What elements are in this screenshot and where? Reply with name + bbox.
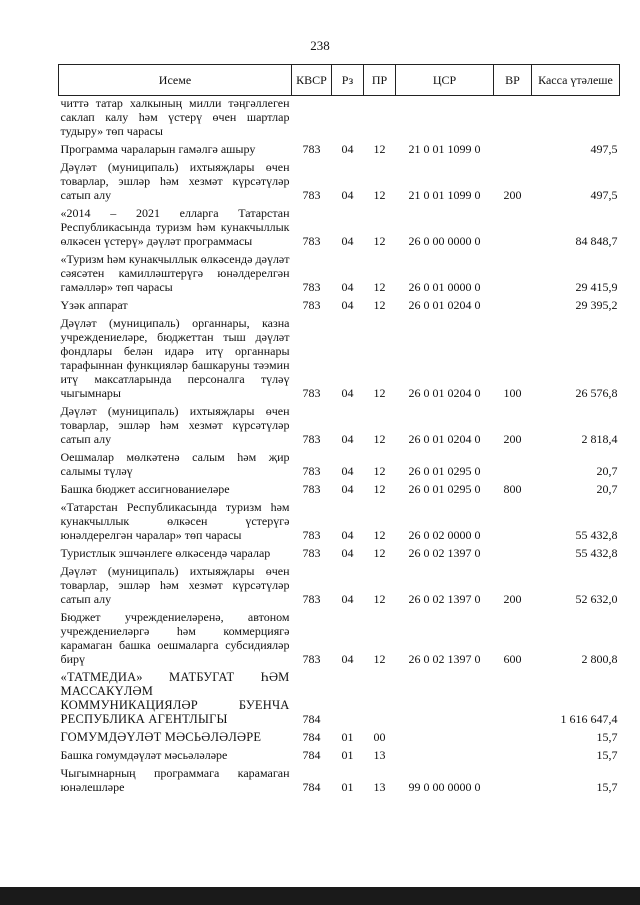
cell-kvsr: 783 — [302, 432, 321, 446]
cell-kvsr: 783 — [302, 386, 321, 400]
cell-kassa: 29 395,2 — [575, 298, 618, 312]
cell-kvsr: 783 — [302, 528, 321, 542]
cell-kvsr: 783 — [302, 592, 321, 606]
cell-csr: 26 0 01 0204 0 — [408, 386, 481, 400]
cell-pr: 13 — [373, 748, 386, 762]
cell-vr — [494, 744, 532, 762]
cell-kassa: 29 415,9 — [575, 280, 618, 294]
table-row — [59, 478, 620, 496]
header-kassa: Касса үтәлеше — [532, 65, 620, 96]
cell-csr: 26 0 02 0000 0 — [408, 528, 481, 542]
cell-kassa: 52 632,0 — [575, 592, 618, 606]
table-row — [59, 294, 620, 312]
cell-vr — [494, 726, 532, 744]
cell-pr: 12 — [373, 482, 386, 496]
cell-pr: 12 — [373, 464, 386, 478]
cell-kvsr: 783 — [302, 546, 321, 560]
cell-vr: 100 — [503, 386, 522, 400]
cell-kvsr: 783 — [302, 482, 321, 496]
cell-pr: 12 — [373, 386, 386, 400]
cell-name: Туристлык эшчәнлеге өлкәсендә чаралар — [60, 546, 271, 560]
header-rz: Рз — [332, 65, 364, 96]
header-name: Исеме — [59, 65, 292, 96]
cell-vr — [494, 496, 532, 542]
cell-rz: 04 — [341, 652, 354, 666]
cell-csr: 26 0 02 1397 0 — [408, 652, 481, 666]
cell-kassa: 55 432,8 — [575, 546, 618, 560]
cell-pr: 12 — [373, 142, 386, 156]
cell-name: «Татарстан Республикасында туризм һәм кунакчыллык өлкәсен үстерүгә юнәлдерелгән чаралар» төп чарасы — [60, 500, 290, 542]
cell-name: Башка гомумдәүләт мәсьәләләре — [60, 748, 228, 762]
table-row — [59, 496, 620, 542]
cell-kassa: 2 818,4 — [581, 432, 618, 446]
cell-pr: 12 — [373, 592, 386, 606]
budget-table — [58, 64, 620, 794]
cell-pr: 12 — [373, 652, 386, 666]
table-body — [59, 96, 620, 795]
cell-kvsr: 784 — [302, 780, 321, 794]
cell-vr: 200 — [503, 188, 522, 202]
cell-rz: 04 — [341, 280, 354, 294]
cell-rz: 04 — [341, 142, 354, 156]
cell-csr: 21 0 01 1099 0 — [408, 142, 481, 156]
cell-rz: 04 — [341, 592, 354, 606]
cell-vr — [494, 542, 532, 560]
cell-kassa: 20,7 — [596, 464, 618, 478]
cell-name: читтә татар халкының милли тәңгәллеген саклап калу һәм үстерү өчен шартлар тудыру» төп чарасы — [60, 96, 290, 138]
cell-csr: 26 0 01 0295 0 — [408, 482, 481, 496]
cell-pr: 12 — [373, 234, 386, 248]
cell-rz: 04 — [341, 528, 354, 542]
cell-rz: 04 — [341, 482, 354, 496]
table-row — [59, 202, 620, 248]
cell-csr — [396, 666, 494, 726]
table-row — [59, 726, 620, 744]
cell-kassa: 26 576,8 — [575, 386, 618, 400]
cell-kassa: 55 432,8 — [575, 528, 618, 542]
cell-kvsr: 784 — [302, 712, 321, 726]
cell-csr: 26 0 02 1397 0 — [408, 592, 481, 606]
cell-name: Программа чараларын гамәлгә ашыру — [60, 142, 256, 156]
cell-rz: 04 — [341, 546, 354, 560]
table-row — [59, 542, 620, 560]
cell-name: Бюджет учреждениеләренә, автоном учреждениеләргә һәм коммерциягә карамаган башка оешмаларга субсидияләр бирү — [60, 610, 290, 666]
header-row — [59, 65, 620, 96]
cell-name: Оешмалар мөлкәтенә салым һәм җир салымы түләү — [60, 450, 290, 478]
cell-rz: 04 — [341, 188, 354, 202]
table-row — [59, 156, 620, 202]
cell-vr — [494, 294, 532, 312]
cell-vr — [494, 138, 532, 156]
cell-vr — [494, 762, 532, 794]
table-row — [59, 312, 620, 400]
table-row — [59, 560, 620, 606]
table-row — [59, 138, 620, 156]
cell-kvsr: 783 — [302, 652, 321, 666]
cell-name: Дәүләт (муниципаль) ихтыяҗлары өчен товарлар, эшләр һәм хезмәт күрсәтүләр сатып алу — [60, 564, 290, 606]
cell-kvsr: 784 — [302, 730, 321, 744]
cell-csr: 26 0 02 1397 0 — [408, 546, 481, 560]
table-row — [59, 248, 620, 294]
cell-rz: 01 — [341, 780, 354, 794]
cell-rz: 04 — [341, 386, 354, 400]
cell-csr: 26 0 00 0000 0 — [408, 234, 481, 248]
cell-rz: 01 — [341, 748, 354, 762]
cell-pr — [364, 96, 396, 139]
header-kvsr: КВСР — [292, 65, 332, 96]
cell-kassa: 2 800,8 — [581, 652, 618, 666]
page-number: 238 — [310, 38, 330, 53]
table-row — [59, 446, 620, 478]
cell-rz — [332, 666, 364, 726]
cell-kassa: 15,7 — [596, 780, 618, 794]
cell-name: «Туризм һәм кунакчыллык өлкәсендә дәүләт сәясәтен камилләштерүгә юнәлдерелгән гамәлләр» төп чарасы — [60, 252, 290, 294]
table-row — [59, 606, 620, 666]
table-row — [59, 744, 620, 762]
cell-kassa: 1 616 647,4 — [560, 712, 618, 726]
cell-pr: 00 — [373, 730, 386, 744]
header-pr: ПР — [364, 65, 396, 96]
table-row — [59, 666, 620, 726]
cell-kvsr: 783 — [302, 464, 321, 478]
cell-vr — [494, 666, 532, 726]
cell-kassa: 15,7 — [596, 730, 618, 744]
cell-kassa: 15,7 — [596, 748, 618, 762]
cell-vr: 600 — [503, 652, 522, 666]
cell-name: Дәүләт (муниципаль) органнары, казна учреждениеләре, бюджеттан тыш дәүләт фондлары белән идарә итү органнары тарафыннан функцияләр башкаруны тәэмин итү максатларында персоналга түләү чыгымнары — [60, 316, 290, 400]
cell-csr: 26 0 01 0204 0 — [408, 298, 481, 312]
cell-vr: 200 — [503, 432, 522, 446]
cell-kassa: 497,5 — [590, 142, 618, 156]
cell-rz: 01 — [341, 730, 354, 744]
cell-kvsr: 783 — [302, 298, 321, 312]
cell-name: Үзәк аппарат — [60, 298, 128, 312]
cell-csr: 26 0 01 0295 0 — [408, 464, 481, 478]
cell-name: «ТАТМЕДИА» МАТБУГАТ ҺӘМ МАССАКҮЛӘМ КОММУНИКАЦИЯЛӘР БУЕНЧА РЕСПУБЛИКА АГЕНТЛЫГЫ — [60, 670, 290, 726]
table-row — [59, 96, 620, 139]
cell-csr: 26 0 01 0000 0 — [408, 280, 481, 294]
cell-vr — [494, 248, 532, 294]
cell-kassa: 497,5 — [590, 188, 618, 202]
cell-pr — [364, 666, 396, 726]
cell-kvsr: 783 — [302, 280, 321, 294]
cell-vr — [494, 202, 532, 248]
header-csr: ЦСР — [396, 65, 494, 96]
cell-name: ГОМУМДӘҮЛӘТ МӘСЬӘЛӘЛӘРЕ — [60, 730, 262, 744]
scan-bottom-edge — [0, 887, 640, 905]
cell-kassa: 20,7 — [596, 482, 618, 496]
cell-vr — [494, 96, 532, 139]
cell-csr: 26 0 01 0204 0 — [408, 432, 481, 446]
cell-vr: 800 — [503, 482, 522, 496]
cell-pr: 12 — [373, 528, 386, 542]
cell-pr: 12 — [373, 188, 386, 202]
cell-pr: 12 — [373, 432, 386, 446]
cell-rz: 04 — [341, 464, 354, 478]
cell-kvsr: 783 — [302, 142, 321, 156]
cell-name: Чыгымнарның программага карамаган юнәлешләре — [60, 766, 290, 794]
cell-pr: 12 — [373, 280, 386, 294]
cell-name: Дәүләт (муниципаль) ихтыяҗлары өчен товарлар, эшләр һәм хезмәт күрсәтүләр сатып алу — [60, 404, 290, 446]
cell-name: Дәүләт (муниципаль) ихтыяҗлары өчен товарлар, эшләр һәм хезмәт күрсәтүләр сатып алу — [60, 160, 290, 202]
cell-pr: 13 — [373, 780, 386, 794]
cell-pr: 12 — [373, 546, 386, 560]
cell-name: «2014 – 2021 елларга Татарстан Республикасында туризм һәм кунакчыллык өлкәсен үстерү» дәүләт программасы — [60, 206, 290, 248]
table-row — [59, 400, 620, 446]
cell-kvsr: 783 — [302, 188, 321, 202]
cell-csr — [396, 726, 494, 744]
cell-vr: 200 — [503, 592, 522, 606]
cell-csr — [396, 744, 494, 762]
cell-kvsr — [292, 96, 332, 139]
cell-rz — [332, 96, 364, 139]
cell-kassa: 84 848,7 — [575, 234, 618, 248]
table-row — [59, 762, 620, 794]
cell-csr: 21 0 01 1099 0 — [408, 188, 481, 202]
cell-kassa — [532, 96, 620, 139]
cell-kvsr: 783 — [302, 234, 321, 248]
cell-csr: 99 0 00 0000 0 — [408, 780, 481, 794]
cell-rz: 04 — [341, 234, 354, 248]
header-vr: ВР — [494, 65, 532, 96]
cell-pr: 12 — [373, 298, 386, 312]
cell-vr — [494, 446, 532, 478]
cell-rz: 04 — [341, 298, 354, 312]
cell-kvsr: 784 — [302, 748, 321, 762]
cell-rz: 04 — [341, 432, 354, 446]
cell-csr — [396, 96, 494, 139]
cell-name: Башка бюджет ассигнованиеләре — [60, 482, 230, 496]
